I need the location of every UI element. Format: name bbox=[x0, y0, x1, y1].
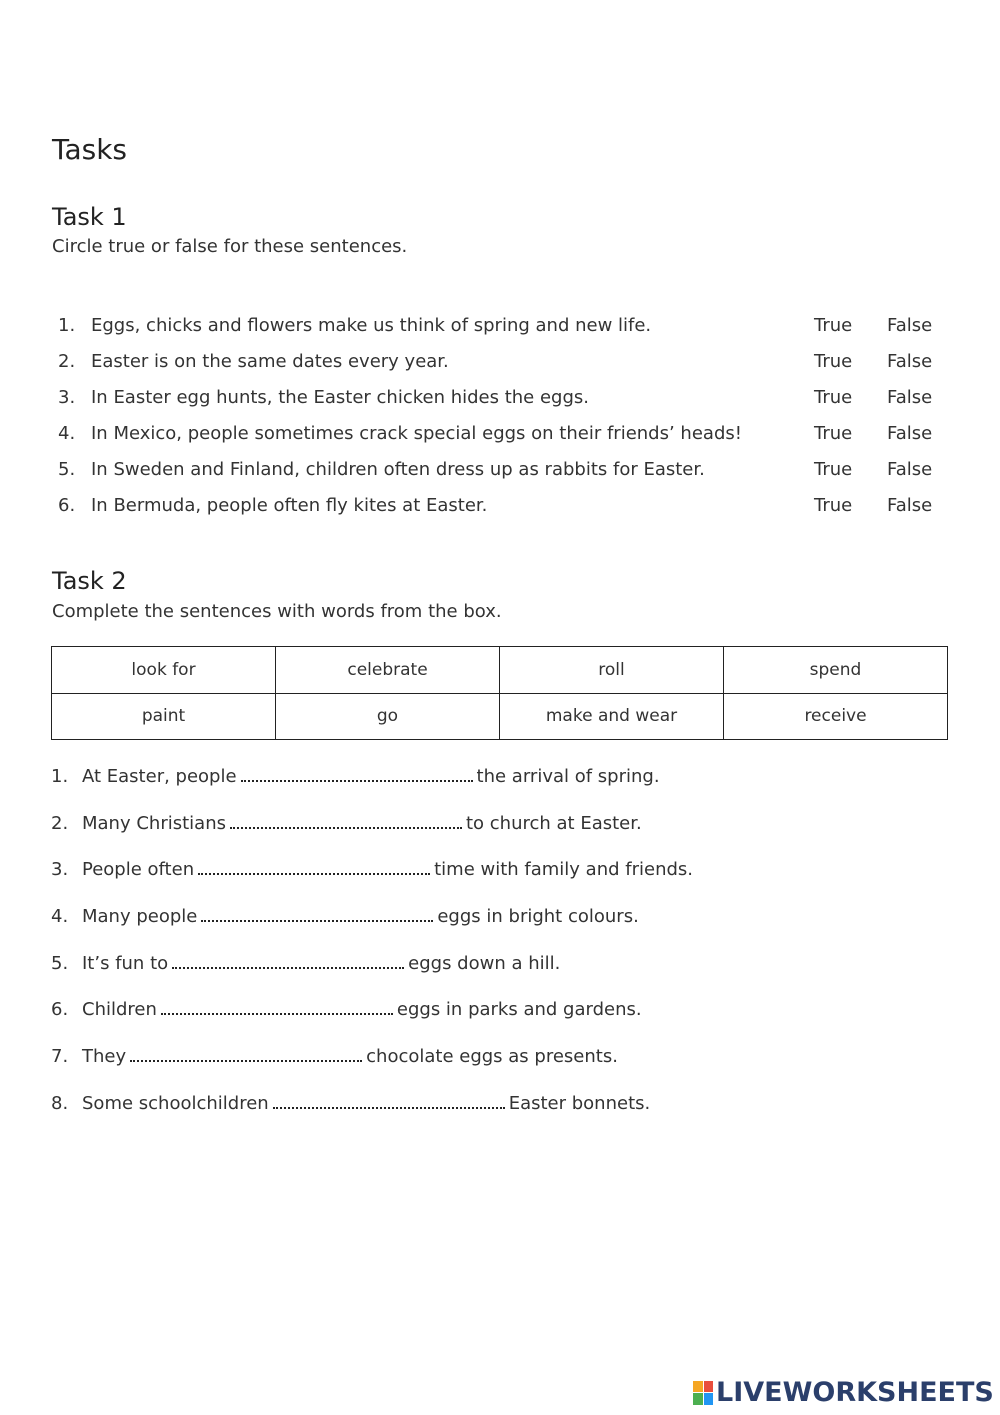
word-box-row bbox=[52, 647, 948, 694]
tf-item-text: Easter is on the same dates every year. bbox=[91, 351, 449, 372]
fill-item bbox=[51, 859, 951, 906]
fill-item-before: Children bbox=[82, 999, 157, 1021]
fill-item bbox=[51, 766, 951, 813]
fill-item-after: eggs in bright colours. bbox=[437, 906, 639, 928]
true-option[interactable]: True bbox=[814, 387, 853, 408]
fill-item-number: 7. bbox=[51, 1046, 69, 1068]
true-option[interactable]: True bbox=[814, 315, 853, 336]
fill-item-before: People often bbox=[82, 859, 195, 881]
tf-item bbox=[58, 351, 948, 387]
answer-blank[interactable] bbox=[161, 999, 393, 1015]
tf-item-text: In Easter egg hunts, the Easter chicken hides the eggs. bbox=[91, 387, 590, 408]
tf-item-number: 4. bbox=[58, 423, 76, 444]
answer-blank[interactable] bbox=[198, 859, 430, 875]
false-option[interactable]: False bbox=[887, 459, 933, 480]
fill-item-number: 5. bbox=[51, 952, 69, 974]
answer-blank[interactable] bbox=[172, 953, 404, 969]
word-box-cell: go bbox=[276, 693, 500, 740]
tf-item-text: In Sweden and Finland, children often dress up as rabbits for Easter. bbox=[91, 459, 705, 480]
task2-instruction: Complete the sentences with words from the box. bbox=[52, 601, 502, 622]
tf-item-number: 5. bbox=[58, 459, 76, 480]
fill-item-number: 4. bbox=[51, 906, 69, 928]
fill-item bbox=[51, 1046, 951, 1093]
tf-item bbox=[58, 315, 948, 351]
fill-in-list bbox=[51, 766, 951, 1140]
word-box-cell: make and wear bbox=[500, 693, 724, 740]
word-box-cell: roll bbox=[500, 647, 724, 694]
answer-blank[interactable] bbox=[201, 906, 433, 922]
fill-item bbox=[51, 813, 951, 860]
fill-item-before: They bbox=[82, 1046, 127, 1068]
fill-item-before: At Easter, people bbox=[82, 766, 237, 787]
true-option[interactable]: True bbox=[814, 459, 853, 480]
fill-item-after: chocolate eggs as presents. bbox=[366, 1046, 618, 1068]
fill-item-number: 6. bbox=[51, 999, 69, 1021]
tf-item-text: In Mexico, people sometimes crack special eggs on their friends’ heads! bbox=[91, 423, 742, 444]
true-option[interactable]: True bbox=[814, 351, 853, 372]
tf-item-number: 1. bbox=[58, 315, 76, 336]
word-box-cell: spend bbox=[724, 647, 948, 694]
tf-item bbox=[58, 387, 948, 423]
tf-item bbox=[58, 495, 948, 531]
tf-item-text: Eggs, chicks and flowers make us think of spring and new life. bbox=[91, 315, 652, 336]
fill-item-number: 1. bbox=[51, 766, 69, 787]
task1-heading: Task 1 bbox=[52, 203, 127, 231]
word-box-row bbox=[52, 693, 948, 740]
tf-item-number: 2. bbox=[58, 351, 76, 372]
answer-blank[interactable] bbox=[130, 1046, 362, 1062]
fill-item-number: 2. bbox=[51, 812, 69, 834]
fill-item-after: Easter bonnets. bbox=[508, 1092, 651, 1114]
liveworksheets-logo[interactable] bbox=[693, 1377, 994, 1408]
word-box-cell: paint bbox=[52, 693, 276, 740]
word-box-cell: celebrate bbox=[276, 647, 500, 694]
fill-item-after: the arrival of spring. bbox=[476, 766, 660, 787]
fill-item-before: Some schoolchildren bbox=[82, 1092, 269, 1114]
page-title: Tasks bbox=[52, 133, 128, 166]
fill-item bbox=[51, 1093, 951, 1140]
fill-item-number: 8. bbox=[51, 1092, 69, 1114]
true-option[interactable]: True bbox=[814, 495, 853, 516]
false-option[interactable]: False bbox=[887, 387, 933, 408]
false-option[interactable]: False bbox=[887, 315, 933, 336]
false-option[interactable]: False bbox=[887, 351, 933, 372]
word-box-cell: look for bbox=[52, 647, 276, 694]
tf-item-number: 6. bbox=[58, 495, 76, 516]
fill-item-after: eggs in parks and gardens. bbox=[396, 999, 642, 1021]
fill-item bbox=[51, 906, 951, 953]
word-box bbox=[51, 646, 948, 740]
fill-item-after: time with family and friends. bbox=[434, 859, 694, 881]
answer-blank[interactable] bbox=[241, 766, 473, 782]
fill-item-number: 3. bbox=[51, 859, 69, 881]
tf-item bbox=[58, 459, 948, 495]
liveworksheets-logo-icon bbox=[693, 1381, 713, 1405]
false-option[interactable]: False bbox=[887, 423, 933, 444]
task1-instruction: Circle true or false for these sentences. bbox=[52, 236, 408, 257]
tf-item-number: 3. bbox=[58, 387, 76, 408]
true-option[interactable]: True bbox=[814, 423, 853, 444]
true-false-list bbox=[58, 315, 948, 531]
tf-item bbox=[58, 423, 948, 459]
tf-item-text: In Bermuda, people often fly kites at Easter. bbox=[91, 495, 488, 516]
false-option[interactable]: False bbox=[887, 495, 933, 516]
logo-text: LIVEWORKSHEETS bbox=[716, 1377, 994, 1408]
word-box-cell: receive bbox=[724, 693, 948, 740]
fill-item bbox=[51, 953, 951, 1000]
answer-blank[interactable] bbox=[230, 813, 462, 829]
task2-heading: Task 2 bbox=[52, 567, 127, 595]
fill-item-after: eggs down a hill. bbox=[408, 952, 561, 974]
answer-blank[interactable] bbox=[273, 1093, 505, 1109]
fill-item-after: to church at Easter. bbox=[465, 812, 642, 834]
fill-item-before: Many people bbox=[82, 906, 198, 928]
fill-item-before: It’s fun to bbox=[82, 952, 169, 974]
fill-item bbox=[51, 999, 951, 1046]
fill-item-before: Many Christians bbox=[82, 812, 226, 834]
